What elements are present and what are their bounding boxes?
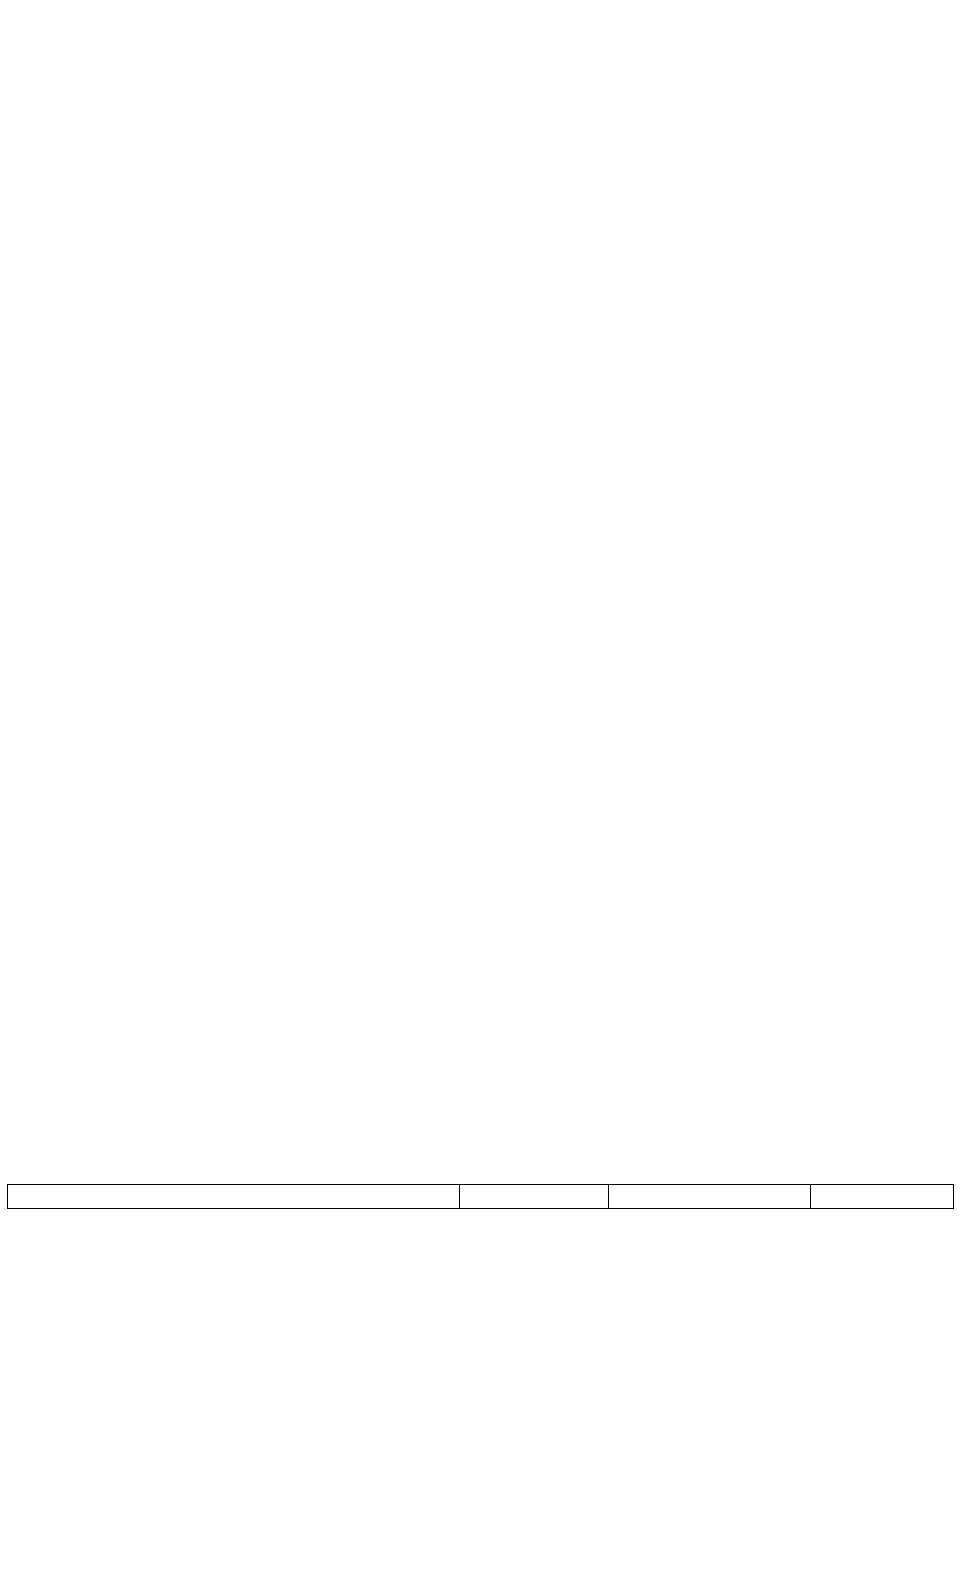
header-weight <box>609 1185 811 1209</box>
table-header-row <box>8 1185 954 1209</box>
header-offset <box>811 1185 954 1209</box>
validity-paragraph <box>12 995 949 1024</box>
header-bits <box>459 1185 609 1209</box>
conversion-table <box>7 1184 954 1209</box>
header-data <box>8 1185 460 1209</box>
